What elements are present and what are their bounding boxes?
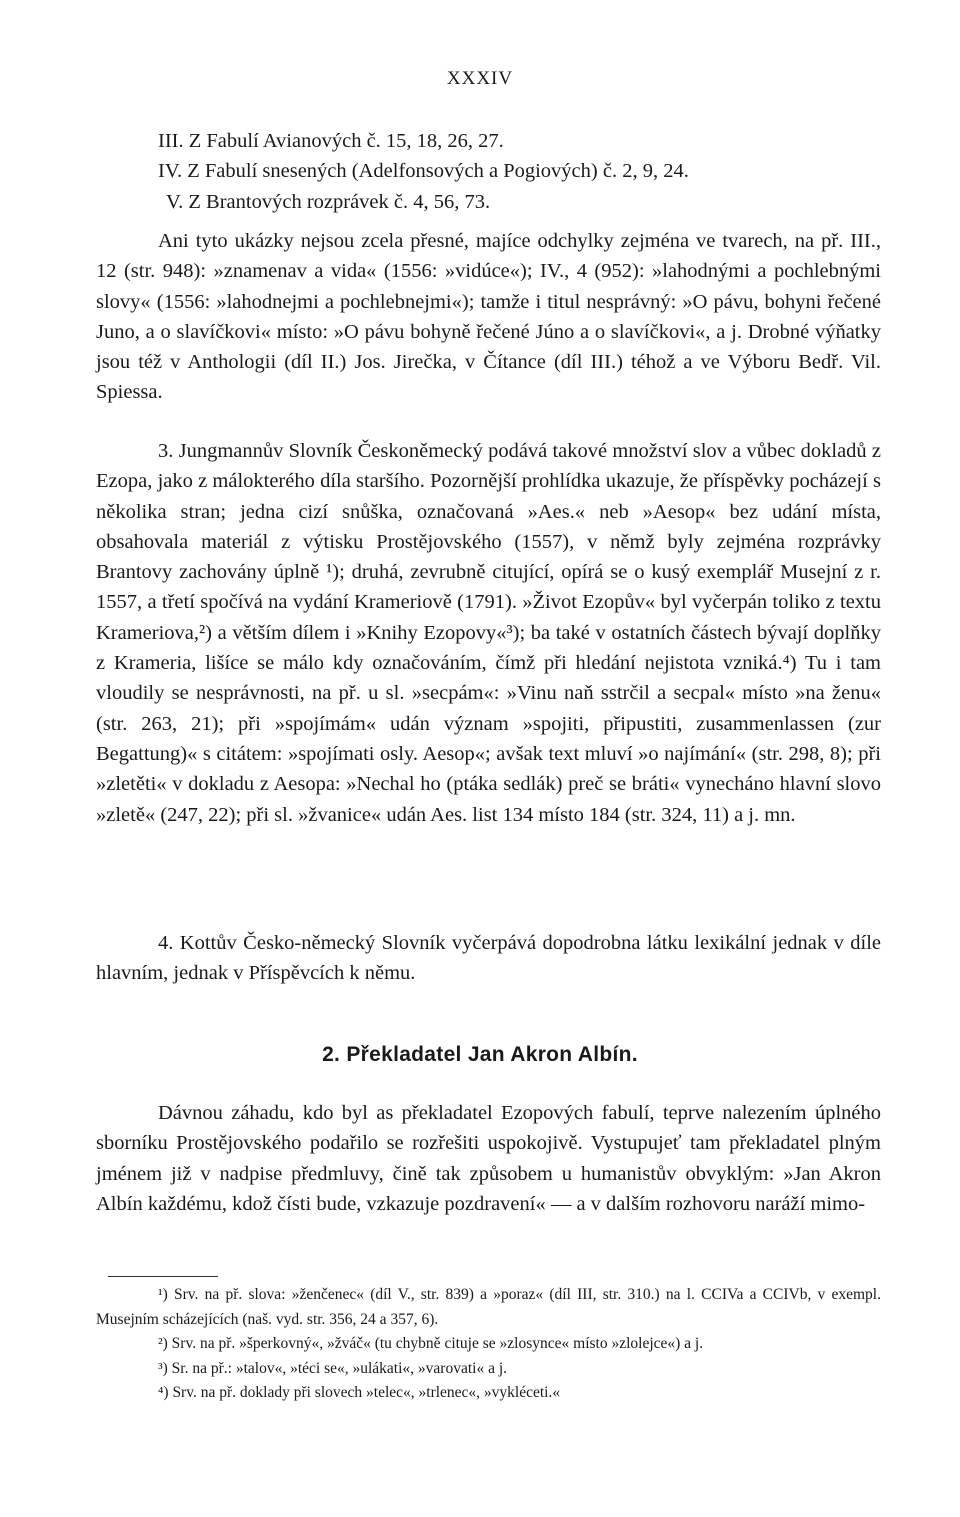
footnote: ³) Sr. na př.: »talov«, »téci se«, »ulákati«, »varovati« a j. [158, 1359, 508, 1377]
footnote-separator [108, 1276, 218, 1277]
list-item: IV. Z Fabulí snesených (Adelfonsových a Pogiových) č. 2, 9, 24. [158, 160, 689, 183]
list-item: V. Z Brantových rozprávek č. 4, 56, 73. [166, 190, 491, 213]
section-heading: 2. Překladatel Jan Akron Albín. [322, 1043, 638, 1066]
page-number: XXXIV [446, 68, 514, 89]
fable-list [96, 126, 881, 217]
footnotes [96, 1283, 881, 1406]
paragraph-kott: 4. Kottův Česko-německý Slovník vyčerpává dopodrobna látku lexikální jednak v díle hlavním, jednak v Příspěvcích k němu. [96, 932, 881, 985]
list-item: III. Z Fabulí Avianových č. 15, 18, 26, 27. [158, 130, 504, 152]
paragraph-ani-tyto: Ani tyto ukázky nejsou zcela přesné, majíce odchylky zejména ve tvarech, na př. III., 12 (str. 948): »znamenav a vida« (1556: »vidúce«); IV., 4 (952): »lahodnými a pochlebnými slovy« (1556: »lahodnejmi a pochlebnejmi«); tamže i titul nesprávný: »O pávu, bohyni řečené Juno, a o slavíčkovi« místo: »O pávu bohyně řečené Júno a o slavíčkovi«, a j. Drobné výňatky jsou též v Anthologii (díl II.) Jos. Jirečka, v Čítance (díl III.) téhož a ve Výboru Bedř. Vil. Spiessa. [96, 230, 881, 404]
footnote: ²) Srv. na př. »šperkovný«, »žváč« (tu chybně cituje se »zlosynce« místo »zlolejce«) a j. [158, 1335, 704, 1352]
paragraph-davnou-zahadu: Dávnou záhadu, kdo byl as překladatel Ezopových fabulí, teprve nalezením úplného sborníku Prostějovského podařilo se rozřešiti uspokojivě. Vystupujeť tam překladatel plným jménem již v nadpise předmluvy, čině tak způsobem u humanistův obvyklým: »Jan Akron Albín každému, kdož čísti bude, vzkazuje pozdravení« — a v dalším rozhovoru naráží mimo- [96, 1102, 881, 1215]
paragraph-jungmann: 3. Jungmannův Slovník Českoněmecký podává takové množství slov a vůbec dokladů z Ezopa, jako z málokterého díla staršího. Pozornější prohlídka ukazuje, že příspěvky pocházejí s několika stran; jedna cizí snůška, označovaná »Aes.« neb »Aesop« bez udání místa, obsahovala materiál z výtisku Prostějovského (1557), v němž byly zejména rozprávky Brantovy zachovány úplně ¹); druhá, zevrubně citující, opírá se o kusý exemplář Musejní z r. 1557, a třetí spočívá na vydání Krameriově (1791). »Život Ezopův« byl vyčerpán toliko z textu Krameriova,²) a větším dílem i »Knihy Ezopovy«³); ba také v ostatních částech bývají doplňky z Krameria, lišíce se málo kdy označováním, čímž při hledání nejistota vzniká.⁴) Tu i tam vloudily se nesprávnosti, na př. u sl. »secpám«: »Vinu naň sstrčil a secpal« místo »na ženu« (str. 263, 21); při »spojímám« udán význam »spojiti, připustiti, zusammenlassen (zur Begattung)« s citátem: »spojímati osly. Aesop«; avšak text mluví »o najímání« (str. 298, 8); při »zletěti« v dokladu z Aesopa: »Nechal ho (ptáka sedlák) preč se bráti« vynecháno hlavní slovo »zletě« (247, 22); při sl. »žvanice« udán Aes. list 134 místo 184 (str. 324, 11) a j. mn. [96, 440, 881, 826]
footnote: ¹) Srv. na př. slova: »ženčenec« (díl V., str. 839) a »poraz« (díl III, str. 310.) na l. CCIVa a CCIVb, v exempl. Musejním scházejících (naš. vyd. str. 356, 24 a 357, 6). [96, 1286, 881, 1328]
footnote: ⁴) Srv. na př. doklady při slovech »telec«, »trlenec«, »vykléceti.« [158, 1384, 561, 1401]
